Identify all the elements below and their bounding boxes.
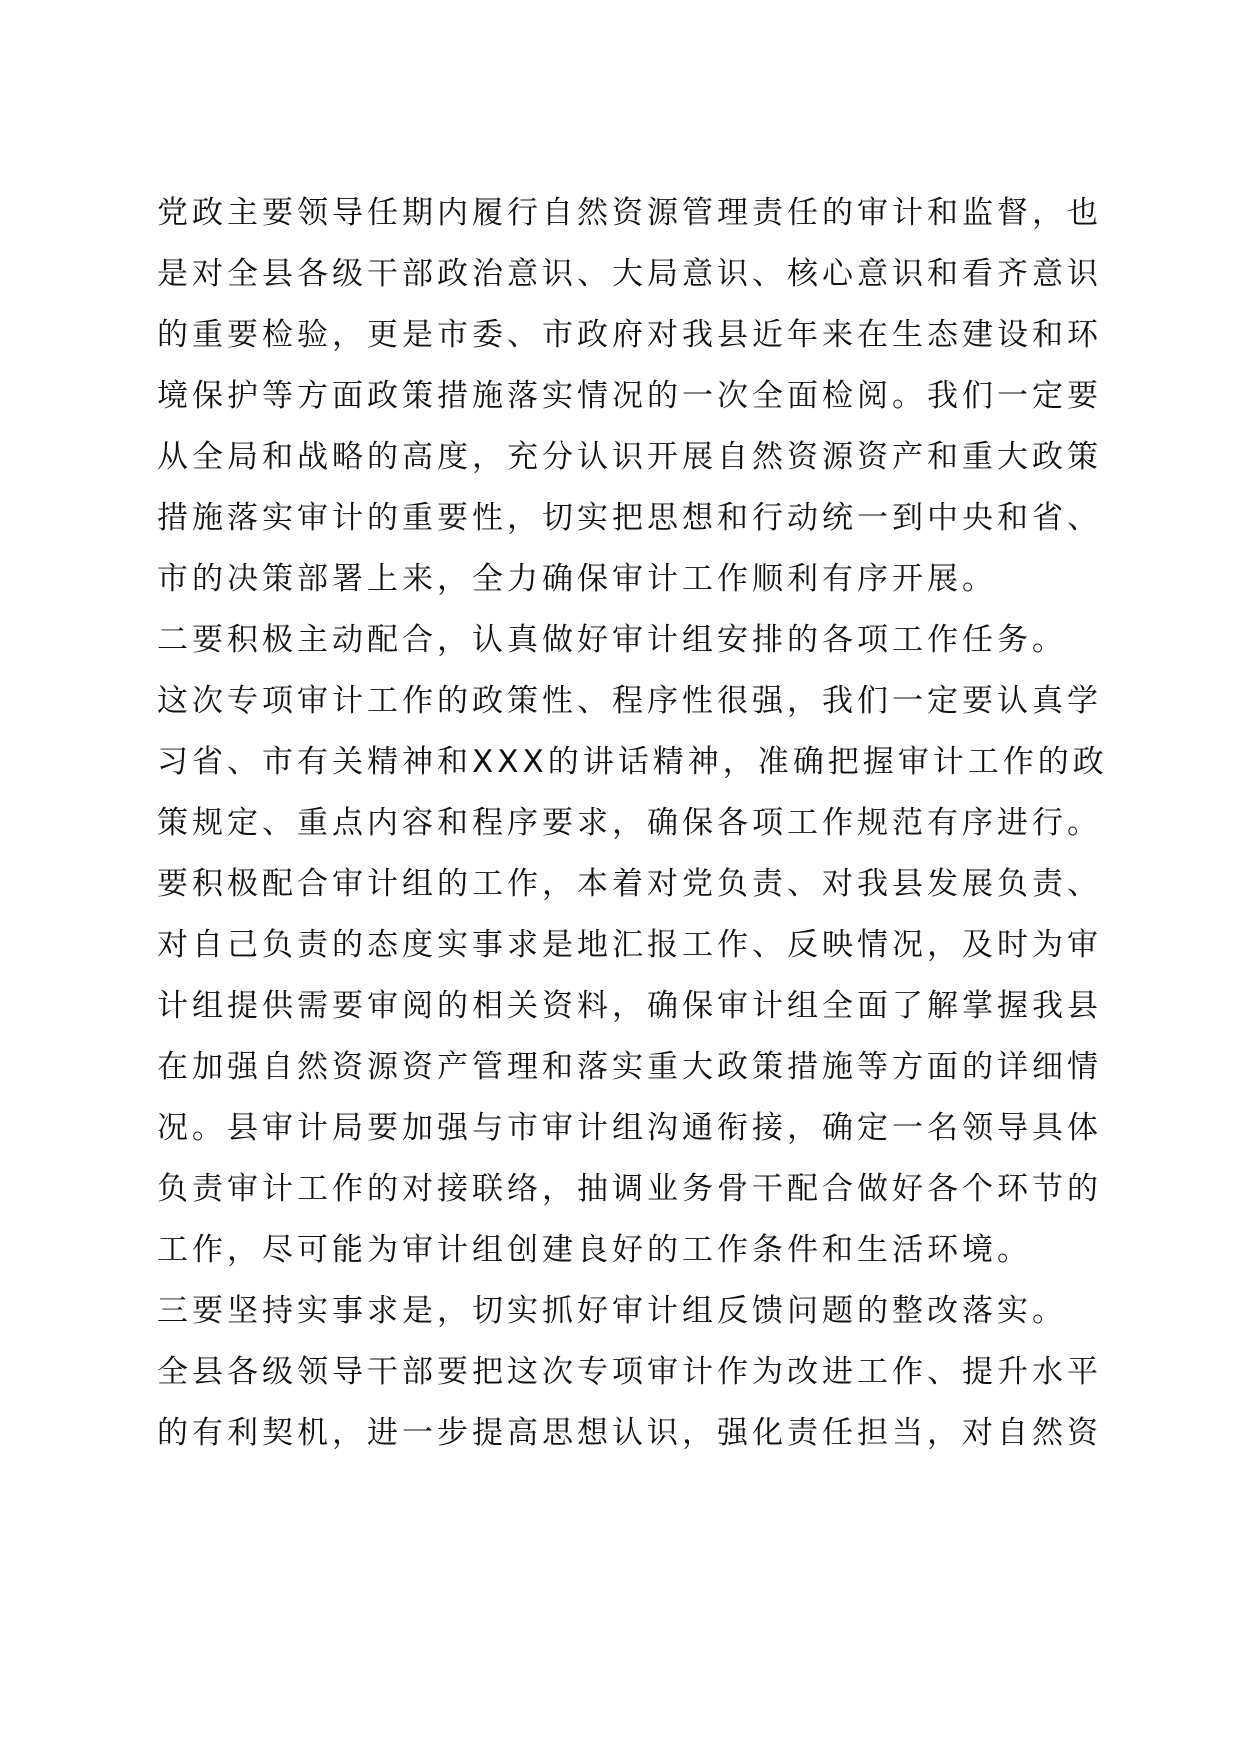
text-line: 对自己负责的态度实事求是地汇报工作、反映情况，及时为审 [157, 927, 1102, 963]
text-line: 负责审计工作的对接联络，抽调业务骨干配合做好各个环节的 [157, 1171, 1102, 1207]
text-line: 从全局和战略的高度，充分认识开展自然资源资产和重大政策 [157, 439, 1102, 475]
text-line: 境保护等方面政策措施落实情况的一次全面检阅。我们一定要 [157, 378, 1102, 414]
text-line: 这次专项审计工作的政策性、程序性很强，我们一定要认真学 [157, 683, 1102, 719]
section-heading-3: 三要坚持实事求是，切实抓好审计组反馈问题的整改落实。 [157, 1293, 1067, 1329]
text-line: 策规定、重点内容和程序要求，确保各项工作规范有序进行。 [157, 805, 1102, 841]
text-line: 习省、市有关精神和XXX的讲话精神，准确把握审计工作的政 [157, 744, 1108, 780]
text-line: 的有利契机，进一步提高思想认识，强化责任担当，对自然资 [157, 1415, 1102, 1451]
text-line: 的重要检验，更是市委、市政府对我县近年来在生态建设和环 [157, 317, 1102, 353]
text-line: 在加强自然资源资产管理和落实重大政策措施等方面的详细情 [157, 1049, 1102, 1085]
text-line: 市的决策部署上来，全力确保审计工作顺利有序开展。 [157, 561, 997, 597]
text-line: 党政主要领导任期内履行自然资源管理责任的审计和监督，也 [157, 195, 1102, 231]
text-line: 要积极配合审计组的工作，本着对党负责、对我县发展负责、 [157, 866, 1102, 902]
text-line: 工作，尽可能为审计组创建良好的工作条件和生活环境。 [157, 1232, 1032, 1268]
text-line: 措施落实审计的重要性，切实把思想和行动统一到中央和省、 [157, 500, 1102, 536]
text-line: 是对全县各级干部政治意识、大局意识、核心意识和看齐意识 [157, 256, 1102, 292]
text-line: 计组提供需要审阅的相关资料，确保审计组全面了解掌握我县 [157, 988, 1102, 1024]
section-heading-2: 二要积极主动配合，认真做好审计组安排的各项工作任务。 [157, 622, 1067, 658]
body-text [157, 183, 1108, 1464]
text-line: 况。县审计局要加强与市审计组沟通衔接，确定一名领导具体 [157, 1110, 1102, 1146]
text-line: 全县各级领导干部要把这次专项审计作为改进工作、提升水平 [157, 1354, 1102, 1390]
